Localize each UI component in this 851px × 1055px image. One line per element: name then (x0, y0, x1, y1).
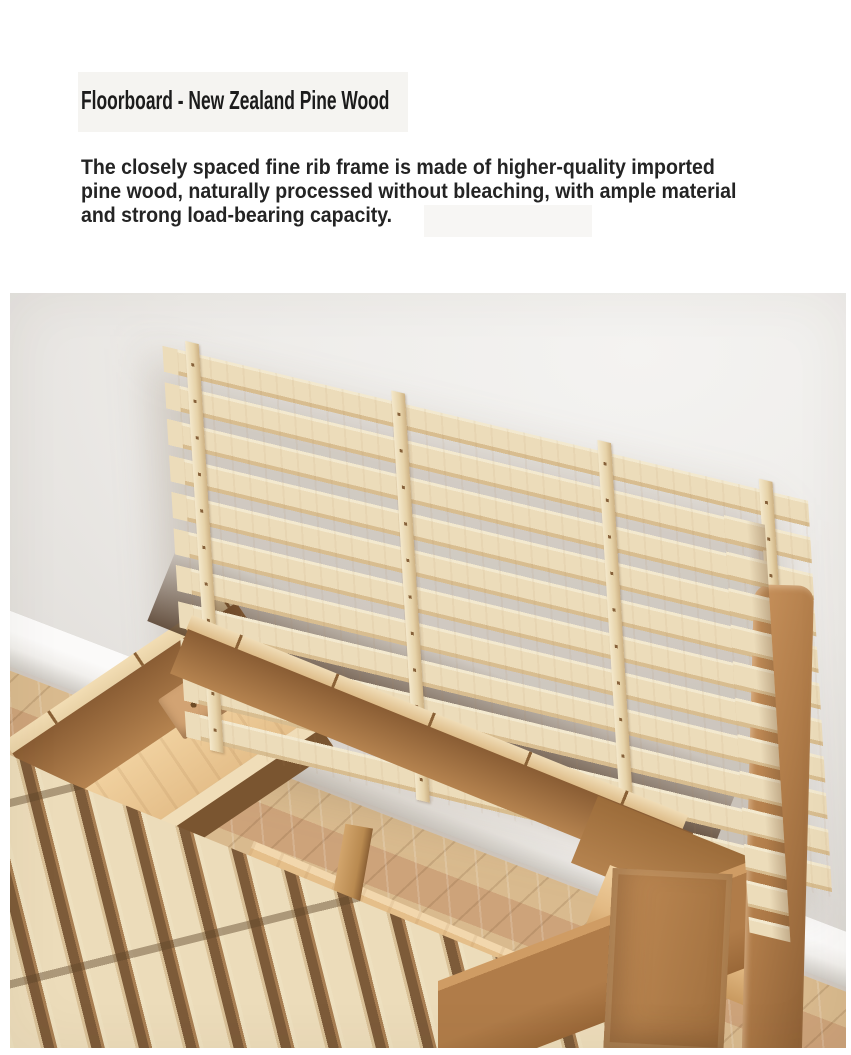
page-title (81, 85, 541, 116)
page-title-text: Floorboard - New Zealand Pine Wood (81, 85, 390, 115)
text-smudge (424, 205, 592, 237)
description-line: pine wood, naturally processed without bleaching, with ample material (81, 180, 737, 203)
product-photo (10, 293, 846, 1048)
bed-leg (603, 868, 732, 1048)
description-line: The closely spaced fine rib frame is made of higher-quality imported (81, 156, 715, 179)
description-line: and strong load-bearing capacity. (81, 204, 393, 227)
